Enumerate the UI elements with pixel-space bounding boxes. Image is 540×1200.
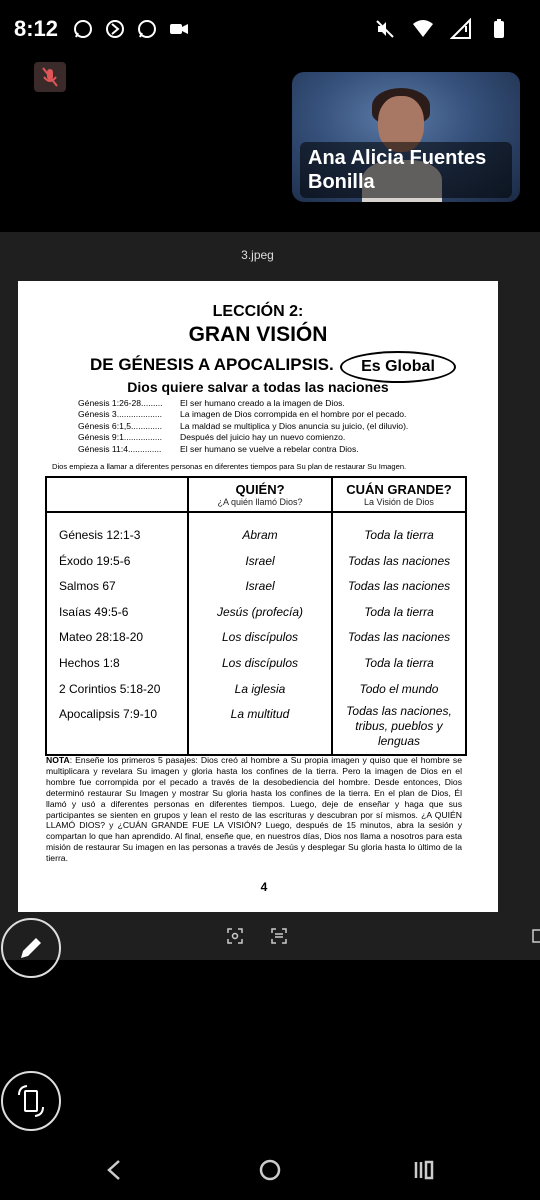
passage-column <box>46 512 188 755</box>
rotate-button[interactable] <box>1 1071 61 1131</box>
reference-item: Génesis 6:1,5............. La maldad se multiplica y Dios anuncia su juicio, (el diluvio). <box>78 420 409 431</box>
scope-cell: Toda la tierra <box>364 655 434 670</box>
reference-item: Génesis 11:4.............. El ser humano se vuelve a rebelar contra Dios. <box>78 443 359 454</box>
scope-cell: Toda la tierra <box>364 528 434 542</box>
screenshot-icon[interactable] <box>226 927 244 945</box>
header-who: QUIÉN? ¿A quién llamó Dios? <box>188 477 332 512</box>
scan-text-icon[interactable] <box>270 927 288 945</box>
passage-cell: Apocalipsis 7:9-10 <box>59 707 158 722</box>
passage-cell: Isaías 49:5-6 <box>59 604 129 619</box>
back-icon[interactable] <box>104 1158 124 1182</box>
passage-cell: Génesis 12:1-3 <box>59 528 141 542</box>
passages-table <box>45 476 467 756</box>
scope-column <box>332 512 466 755</box>
note-text: : Enseñe los primeros 5 pasajes: Dios creó al hombre a Su propia imagen y quiso que el hombre se multiplicara y revelara Su imagen y gloria hasta los confines de la tierra. Pero la imagen de Dios en el hombre fue corrompida por el pecado a través de la desobediencia del hombre. Desde entonces, Dios determinó restaurar Su Imagen y mostrar Su gloria hasta los confines de la tierra. En el plan de Dios, Él llamó y usó a diferentes personas en diferentes tiempos. Luego, deje de enseñar y haga que sus participantes se sienten en grupos y lean el resto de las escrituras y descubran por sí mismos. ¿A QUIÉN LLAMÓ DIOS? y ¿CUÁN GRANDE FUE LA VISIÓN? Luego, después de 15 minutos, abra la sesión y compartan lo que han aprendido. Al final, enseñe que, en nuestros días, Dios nos llama a nosotros para esta misión de restaurar Su imagen en las personas a través de Jesús y desplegar Su gloria hasta lo último de la tierra. <box>46 755 462 864</box>
passage-cell: Mateo 28:18-20 <box>59 630 144 645</box>
file-name: 3.jpeg <box>241 248 274 262</box>
who-cell: Abram <box>242 528 278 542</box>
whatsapp-icon <box>72 18 94 40</box>
note-label: NOTA <box>46 755 70 765</box>
mute-icon <box>374 18 396 40</box>
who-cell: La multitud <box>230 707 290 722</box>
passage-cell: 2 Corintios 5:18-20 <box>59 681 161 696</box>
passage-cell: Salmos 67 <box>59 579 116 594</box>
who-column <box>188 512 332 755</box>
participant-name: Ana Alicia Fuentes Bonilla <box>300 142 512 198</box>
who-cell: Jesús (profecía) <box>216 604 304 619</box>
lesson-title: GRAN VISIÓN <box>188 323 328 346</box>
who-cell: Los discípulos <box>221 655 299 670</box>
note-paragraph <box>46 755 462 864</box>
scope-cell: Todas las naciones <box>347 553 451 568</box>
battery-icon <box>488 18 510 40</box>
header-scope: CUÁN GRANDE? La Visión de Dios <box>332 477 466 512</box>
lesson-subtitle: DE GÉNESIS A APOCALIPSIS. <box>90 355 334 374</box>
mic-off-icon <box>34 62 66 92</box>
page-number: 4 <box>260 880 268 894</box>
more-icon[interactable] <box>532 927 540 945</box>
table-header <box>46 477 466 512</box>
lesson-heading: Dios quiere salvar a todas las naciones <box>127 379 389 395</box>
reference-item: Génesis 9:1................ Después del juicio hay un nuevo comienzo. <box>78 432 346 443</box>
reference-list <box>78 398 408 455</box>
navigation-bar <box>0 1140 540 1200</box>
annotate-button[interactable] <box>1 918 61 978</box>
shared-document <box>18 281 498 912</box>
circled-text: Es Global <box>361 358 435 375</box>
who-cell: La iglesia <box>234 681 286 696</box>
lesson-label: LECCIÓN 2: <box>212 303 304 320</box>
scope-cell: Todas las naciones <box>347 630 451 645</box>
mic-off-button[interactable] <box>34 62 66 92</box>
who-cell: Israel <box>245 579 275 594</box>
reference-item: Génesis 3................... La imagen de Dios corrompida en el hombre por el pecado. <box>78 409 407 420</box>
signal-icon <box>450 18 472 40</box>
scope-cell: Todas las naciones <box>347 579 451 594</box>
scope-cell: Toda la tierra <box>364 604 434 619</box>
passage-cell: Hechos 1:8 <box>59 655 120 670</box>
participant-video-tile[interactable] <box>292 72 520 202</box>
who-cell: Israel <box>245 553 275 568</box>
header-empty <box>46 477 188 512</box>
rotate-icon <box>3 1073 59 1129</box>
reference-item: Génesis 1:26-28......... El ser humano creado a la imagen de Dios. <box>78 398 345 408</box>
home-icon[interactable] <box>258 1158 282 1182</box>
passage-cell: Éxodo 19:5-6 <box>59 553 131 568</box>
scope-cell: Todas las naciones, tribus, pueblos y lenguas <box>346 704 452 749</box>
edit-icon <box>3 920 59 976</box>
recents-icon[interactable] <box>412 1158 436 1182</box>
intro-text: Dios empieza a llamar a diferentes personas en diferentes tiempos para Su plan de restaurar Su Imagen. <box>52 462 407 471</box>
navigation-icon <box>104 18 126 40</box>
who-cell: Los discípulos <box>221 630 299 645</box>
video-icon <box>168 18 190 40</box>
whatsapp-icon <box>136 18 158 40</box>
table-body <box>46 512 466 755</box>
status-bar <box>0 0 540 62</box>
clock: 8:12 <box>14 16 59 41</box>
scope-cell: Todo el mundo <box>359 681 439 696</box>
wifi-icon <box>412 18 434 40</box>
